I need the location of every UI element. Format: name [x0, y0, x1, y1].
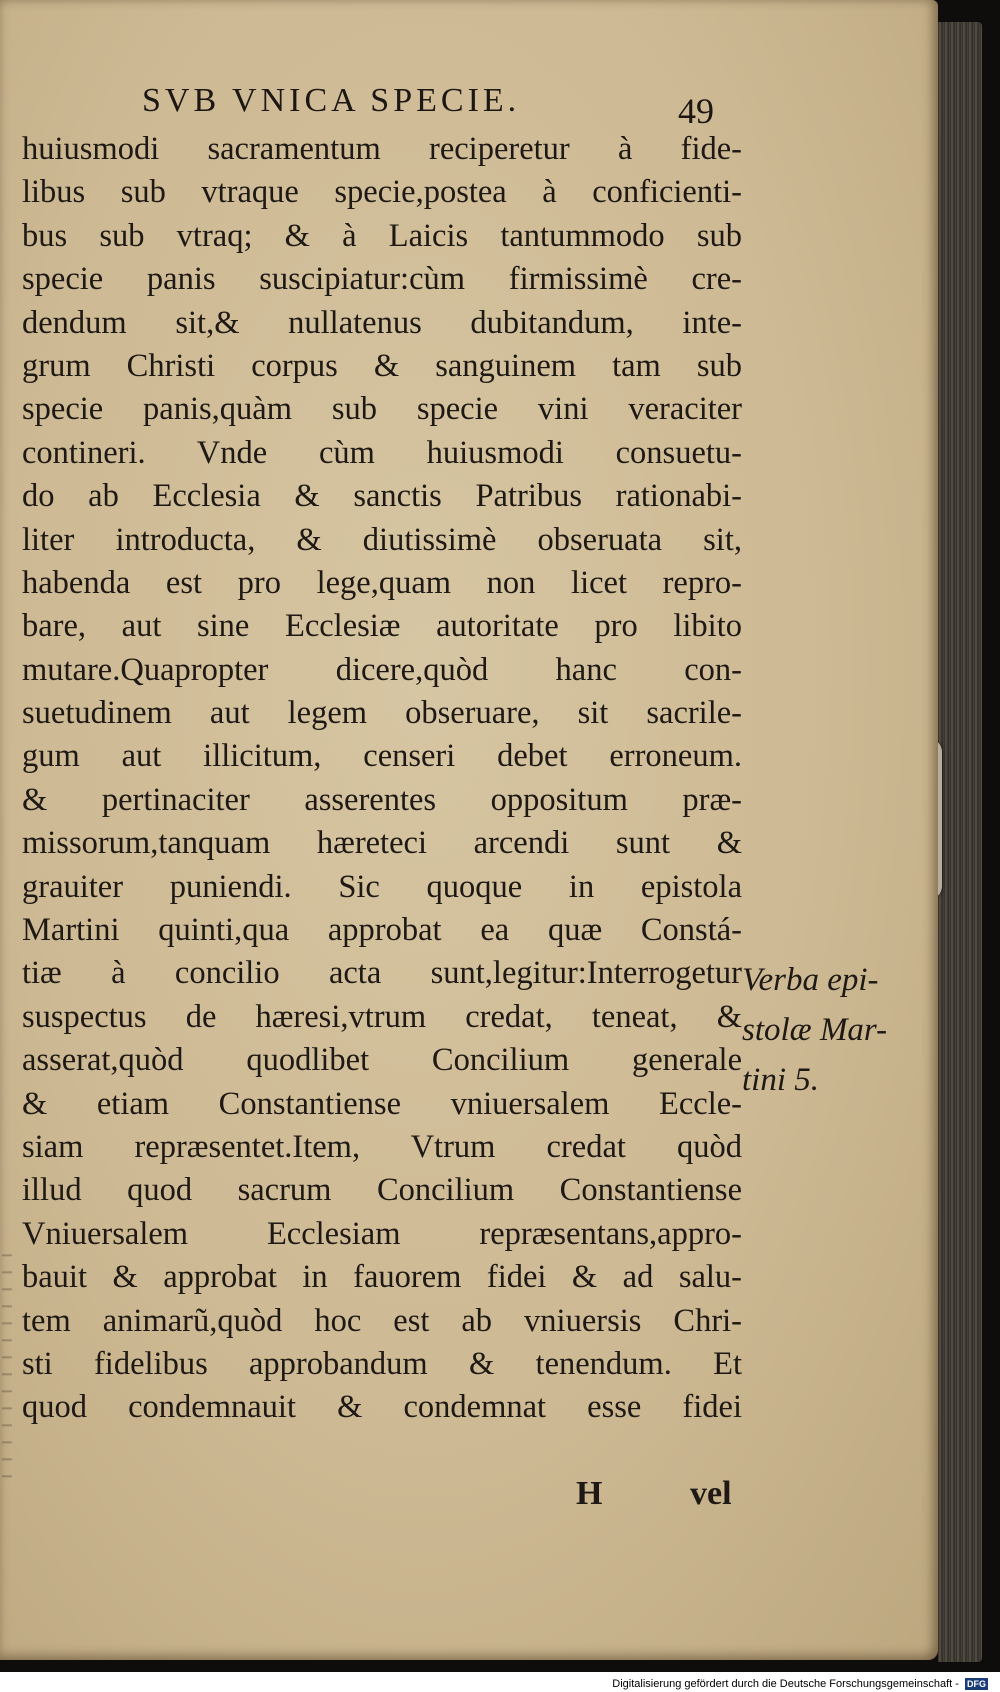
text-line: specie panis suscipiatur:cùm firmissimè cre-: [22, 261, 742, 298]
text-line: liter introducta, & diutissimè obseruata sit,: [22, 521, 742, 558]
credit-text: Digitalisierung gefördert durch die Deutsche Forschungsgemeinschaft -: [612, 1678, 959, 1690]
book-page-edges: [938, 22, 982, 1662]
text-line: missorum,tanquam hæreteci arcendi sunt &: [22, 825, 742, 862]
text-line: Martini quinti,qua approbat ea quæ Constá-: [22, 912, 742, 949]
signature-mark: H: [576, 1475, 603, 1512]
text-line: asserat,quòd quodlibet Concilium generale: [22, 1042, 742, 1079]
text-line: huiusmodi sacramentum reciperetur à fide-: [22, 131, 742, 167]
text-line: do ab Ecclesia & sanctis Patribus rationabi-: [22, 478, 742, 515]
text-line: contineri. Vnde cùm huiusmodi consuetu-: [22, 434, 742, 471]
text-line: specie panis,quàm sub specie vini veraciter: [22, 391, 742, 428]
text-line: & etiam Constantiense vniuersalem Eccle-: [22, 1085, 742, 1122]
marginal-note-line: tini 5.: [742, 1062, 820, 1098]
text-line: grauiter puniendi. Sic quoque in epistola: [22, 868, 742, 905]
text-line: bauit & approbat in fauorem fidei & ad salu-: [22, 1259, 742, 1296]
text-line: & pertinaciter asserentes oppositum præ-: [22, 781, 742, 818]
dfg-logo: DFG: [967, 1679, 986, 1690]
text-line: grum Christi corpus & sanguinem tam sub: [22, 347, 742, 384]
text-line: mutare.Quapropter dicere,quòd hanc con-: [22, 651, 742, 688]
text-line: siam repræsentet.Item, Vtrum credat quòd: [22, 1128, 742, 1165]
text-line: dendum sit,& nullatenus dubitandum, inte-: [22, 304, 742, 341]
text-line: gum aut illicitum, censeri debet erroneum.: [22, 738, 742, 775]
gutter-marks: [2, 1240, 12, 1490]
text-line: suetudinem aut legem obseruare, sit sacrile-: [22, 695, 742, 732]
text-line: habenda est pro lege,quam non licet repro-: [22, 564, 742, 601]
digitization-credit: [0, 1676, 988, 1692]
text-line: illud quod sacrum Concilium Constantiense: [22, 1172, 742, 1209]
text-line: tem animarũ,quòd hoc est ab vniuersis Chri-: [22, 1302, 742, 1339]
text-line: suspectus de hæresi,vtrum credat, teneat, &: [22, 998, 742, 1035]
text-line: libus sub vtraque specie,postea à conficienti-: [22, 174, 742, 211]
marginal-note-line: stolæ Mar-: [742, 1012, 888, 1048]
text-line: tiæ à concilio acta sunt,legitur:Interrogetur: [22, 955, 742, 992]
text-line: bus sub vtraq; & à Laicis tantummodo sub: [22, 217, 742, 254]
text-line: bare, aut sine Ecclesiæ autoritate pro libito: [22, 608, 742, 645]
text-line: Vniuersalem Ecclesiam repræsentans,appro-: [22, 1215, 742, 1252]
text-line: sti fidelibus approbandum & tenendum. Et: [22, 1345, 742, 1382]
running-head: SVB VNICA SPECIE.: [142, 82, 521, 119]
marginal-note: [742, 955, 892, 1105]
catchword: vel: [690, 1475, 732, 1512]
text-line: quod condemnauit & condemnat esse fidei: [22, 1389, 742, 1426]
marginal-note-line: Verba epi-: [742, 962, 879, 998]
page-number: 49: [678, 91, 714, 131]
body-text: [22, 128, 742, 1430]
